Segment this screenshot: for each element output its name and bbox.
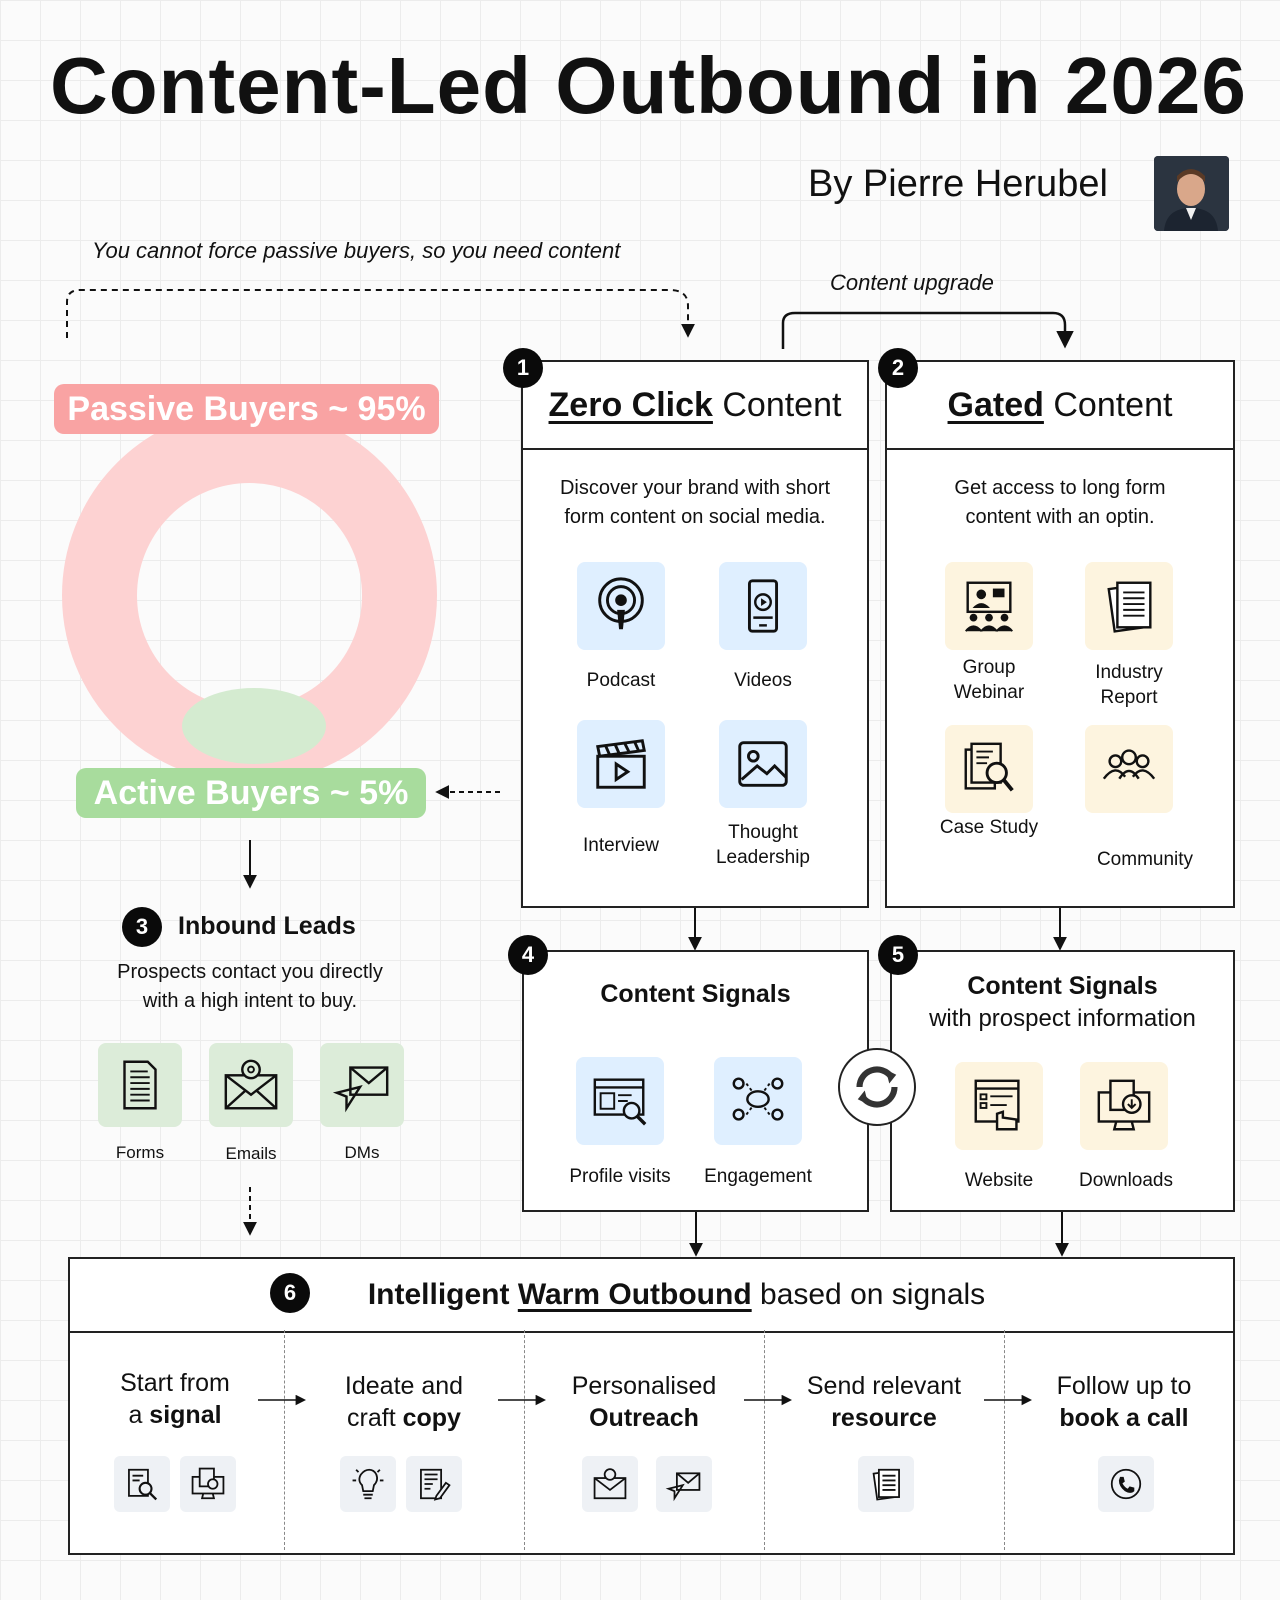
upgrade-note: Content upgrade [830, 270, 994, 295]
profile-visits-label: Profile visits [569, 1166, 671, 1187]
box1-down-arrow [685, 906, 705, 954]
step-dm-tile [656, 1456, 712, 1512]
step-line2 [544, 1402, 744, 1434]
community-icon [1098, 738, 1160, 800]
dms-tile [320, 1043, 404, 1127]
step-call-tile [1098, 1456, 1154, 1512]
box4-down-arrow [686, 1210, 706, 1260]
webinar-icon [958, 575, 1020, 637]
report-icon [1098, 575, 1160, 637]
clapperboard-icon [590, 733, 652, 795]
step-idea-tile [340, 1456, 396, 1512]
gated-description: Get access to long form content with an optin. [954, 477, 1166, 528]
step-line2-pre: a [128, 1401, 150, 1429]
dm-icon [665, 1465, 703, 1503]
group-webinar-tile [945, 562, 1033, 650]
step-outreach [544, 1370, 744, 1434]
downloads-label: Downloads [1079, 1170, 1173, 1191]
industry-report-tile [1085, 562, 1173, 650]
website-icon [968, 1075, 1030, 1137]
active-segment [182, 688, 326, 764]
step-line2-pre: craft [347, 1404, 403, 1432]
signals-info-subtitle: with prospect information [929, 1005, 1196, 1032]
report-icon [867, 1465, 905, 1503]
step-craft-copy [304, 1370, 504, 1434]
step-search-doc-tile [114, 1456, 170, 1512]
videos-label: Videos [734, 670, 792, 691]
step-arrow [742, 1392, 798, 1408]
step-line2 [1024, 1402, 1224, 1434]
step-arrow [256, 1392, 312, 1408]
gated-title-rest: Content [1043, 385, 1173, 424]
step-line2-bold: resource [831, 1404, 937, 1432]
podcast-icon [590, 575, 652, 637]
step-line1: Personalised [571, 1372, 717, 1400]
case-study-tile [945, 725, 1033, 813]
website-label: Website [964, 1170, 1034, 1191]
step-book-call [1024, 1370, 1224, 1434]
step-divider [284, 1330, 285, 1550]
warm-outbound-title-pre: Intelligent [367, 1278, 518, 1311]
box2-down-arrow [1050, 906, 1070, 954]
step-badge-6: 6 [270, 1273, 310, 1313]
author-avatar [1154, 156, 1229, 231]
group-webinar-label: Group Webinar [953, 657, 1025, 703]
zero-click-title-bold: Zero Click [548, 385, 713, 424]
step-line2-bold: book a call [1059, 1404, 1189, 1432]
step-line2-bold: signal [149, 1401, 222, 1429]
engagement-icon [727, 1070, 789, 1132]
step-line1: Send relevant [806, 1372, 962, 1400]
step-badge-1: 1 [503, 348, 543, 388]
sync-button [838, 1048, 916, 1126]
forms-tile [98, 1043, 182, 1127]
box5-down-arrow [1052, 1210, 1072, 1260]
page-title: Content-Led Outbound in 2026 [50, 41, 1247, 130]
warm-outbound-title [70, 1259, 1233, 1333]
step-divider [524, 1330, 525, 1550]
emails-tile [209, 1043, 293, 1127]
zero-click-description: Discover your brand with short form content on social media. [559, 477, 831, 528]
thought-leadership-label: Thought Leadership [715, 822, 811, 868]
step-line2-bold: copy [402, 1404, 461, 1432]
refresh-icon [849, 1059, 905, 1115]
image-icon [732, 733, 794, 795]
active-buyers-pill: Active Buyers ~ 5% [76, 768, 426, 818]
step-arrow [496, 1392, 552, 1408]
industry-report-label: Industry Report [1095, 662, 1163, 708]
write-document-icon [415, 1465, 453, 1503]
step-line1: Ideate and [344, 1372, 464, 1400]
downloads-tile [1080, 1062, 1168, 1150]
step-write-tile [406, 1456, 462, 1512]
step-line2 [80, 1399, 270, 1431]
download-icon [1093, 1075, 1155, 1137]
interview-label: Interview [582, 835, 660, 856]
step-line2 [784, 1402, 984, 1434]
video-phone-icon [732, 575, 794, 637]
signals-info-title: Content Signals [967, 972, 1158, 1000]
inbound-down-arrow [240, 1185, 260, 1240]
profile-visits-tile [576, 1057, 664, 1145]
podcast-label: Podcast [586, 670, 656, 691]
step-line2 [304, 1402, 504, 1434]
signals-title: Content Signals [600, 980, 791, 1008]
gated-title-bold: Gated [947, 385, 1044, 424]
step-arrow [982, 1392, 1038, 1408]
forms-label: Forms [115, 1143, 165, 1162]
to-active-arrow [432, 782, 504, 802]
warm-outbound-title-bold: Warm Outbound [517, 1278, 752, 1311]
author-name: By Pierre Herubel [808, 163, 1108, 205]
podcast-tile [577, 562, 665, 650]
thought-leadership-tile [719, 720, 807, 808]
passive-buyers-pill: Passive Buyers ~ 95% [54, 384, 439, 434]
step-badge-4: 4 [508, 935, 548, 975]
community-label: Community [1096, 849, 1194, 870]
form-icon [109, 1054, 171, 1116]
gated-title [887, 362, 1233, 450]
community-tile [1085, 725, 1173, 813]
lightbulb-icon [349, 1465, 387, 1503]
upgrade-bracket-arrow [775, 305, 1085, 355]
step-email-tile [582, 1456, 638, 1512]
dm-icon [331, 1054, 393, 1116]
profile-visit-icon [589, 1070, 651, 1132]
zero-click-title [523, 362, 867, 450]
to-inbound-arrow [240, 838, 260, 893]
download-icon [189, 1465, 227, 1503]
inbound-description: Prospects contact you directly with a high intent to buy. [117, 961, 383, 1012]
step-line2-bold: Outreach [589, 1404, 699, 1432]
search-document-icon [123, 1465, 161, 1503]
step-badge-3: 3 [122, 907, 162, 947]
dms-label: DMs [344, 1143, 380, 1162]
email-icon [591, 1465, 629, 1503]
engagement-tile [714, 1057, 802, 1145]
phone-call-icon [1107, 1465, 1145, 1503]
interview-tile [577, 720, 665, 808]
step-download-tile [180, 1456, 236, 1512]
buyers-donut-chart [62, 408, 437, 783]
step-resource-tile [858, 1456, 914, 1512]
step-line1: Start from [120, 1369, 230, 1397]
website-tile [955, 1062, 1043, 1150]
case-study-label: Case Study [939, 817, 1039, 838]
step-divider [764, 1330, 765, 1550]
warm-outbound-title-post: based on signals [751, 1278, 986, 1311]
zero-click-title-rest: Content [712, 385, 842, 424]
email-icon [220, 1054, 282, 1116]
step-start-signal [80, 1367, 270, 1431]
step-badge-2: 2 [878, 348, 918, 388]
videos-tile [719, 562, 807, 650]
step-line1: Follow up to [1056, 1372, 1192, 1400]
passive-bracket-arrow [60, 280, 700, 350]
step-badge-5: 5 [878, 935, 918, 975]
emails-label: Emails [225, 1144, 277, 1163]
engagement-label: Engagement [704, 1166, 812, 1187]
step-send-resource [784, 1370, 984, 1434]
step-divider [1004, 1330, 1005, 1550]
case-study-icon [958, 738, 1020, 800]
passive-note: You cannot force passive buyers, so you need content [92, 238, 621, 263]
inbound-title: Inbound Leads [178, 912, 356, 940]
